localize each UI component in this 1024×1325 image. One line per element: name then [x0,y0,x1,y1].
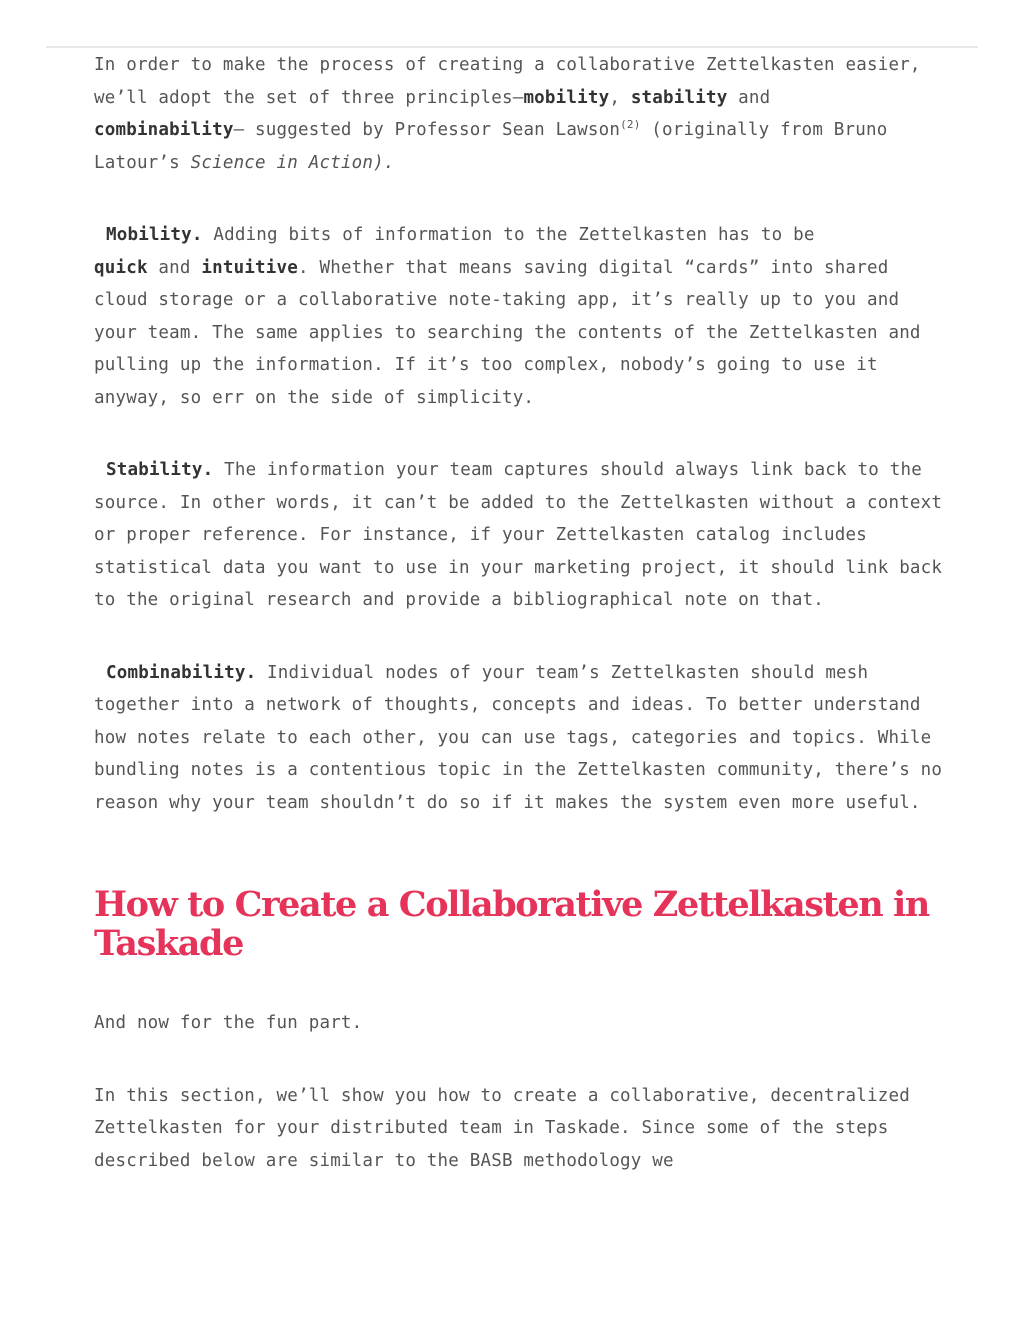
section-paragraph: In this section, we’ll show you how to create a collaborative, decentralized Zettelkasten for your distributed team in Taskade. Since some of the steps described below are similar to the BASB methodology we [94,1085,910,1171]
term-intuitive: intuitive [201,257,298,278]
combinability-heading: Combinability. [106,662,257,683]
top-divider [46,46,978,48]
stability-text: The information your team captures should always link back to the source. In other words, it can’t be added to the Zettelkasten without a context or proper reference. For instance, if your Zettelkasten catalog includes statistical data you want to use in your marketing project, it should link back to the original research and provide a bibliographical note on that. [94,460,943,610]
mobility-paragraph [94,219,944,414]
mobility-text: . Whether that means saving digital “cards” into shared cloud storage or a collaborative note-taking app, it’s really up to you and your team. The same applies to searching the contents of the Zettelkasten and pulling up the information. If it’s too complex, nobody’s going to use it anyway, so err on the side of simplicity. [94,257,921,408]
section-title: How to Create a Collaborative Zettelkasten in Taskade [94,884,929,964]
article-body [94,49,944,1177]
intro-text: (originally from Bruno Latour’s [94,120,888,173]
combinability-text: Individual nodes of your team’s Zettelkasten should mesh together into a network of thoughts, concepts and ideas. To better understand how notes relate to each other, you can use tags, categories and topics. While bundling notes is a contentious topic in the Zettelkasten community, there’s no reason why your team shouldn’t do so if it makes the system even more useful. [94,662,943,813]
term-combinability: combinability [94,120,234,140]
intro-text: , [609,87,631,108]
mobility-text: Adding bits of information to the Zettelkasten has to be [202,225,815,245]
intro-text: and [727,87,771,108]
mobility-heading: Mobility. [106,225,203,245]
intro-text: — suggested by Professor Sean Lawson [233,120,621,140]
stability-heading: Stability. [106,460,214,480]
combinability-paragraph [94,657,944,820]
mobility-text: and [147,257,202,278]
footnote-ref[interactable]: (2) [620,118,641,132]
book-title: Science in Action). [190,152,395,173]
intro-text: In order to make the process of creating a collaborative Zettelkasten easier, we’ll adopt the set of three principles— [94,55,921,108]
term-mobility: mobility [523,87,610,108]
term-stability: stability [630,87,728,108]
section-intro: And now for the fun part. [94,1013,363,1033]
term-quick: quick [94,257,148,278]
stability-paragraph [94,454,944,617]
intro-paragraph [94,49,944,179]
